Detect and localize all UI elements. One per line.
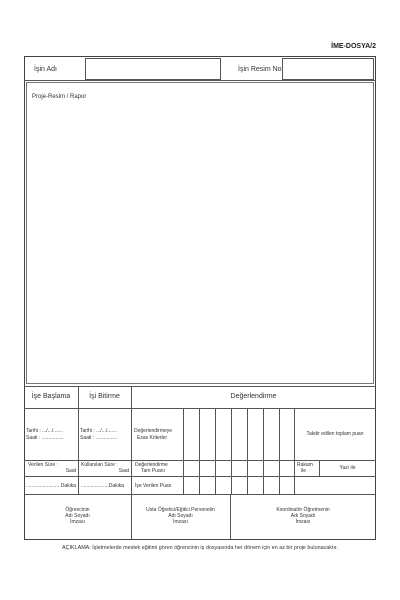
eval-grid-col-1: [199, 408, 200, 494]
eval-grid-col-3: [231, 408, 232, 494]
job-drawing-no-label: İşin Resim No: [238, 66, 282, 73]
form-code: İME-DOSYA/2: [331, 43, 376, 50]
eval-header-line: [24, 408, 376, 409]
end-date-field[interactable]: Tarihi : .../.../.......: [80, 428, 117, 434]
full-score-label-1: Değerlendirme: [135, 462, 168, 468]
eval-col-score: [294, 408, 295, 494]
eval-grid-col-2: [215, 408, 216, 494]
eval-grid-col-5: [263, 408, 264, 494]
eval-col-end: [131, 386, 132, 494]
criteria-label-2: Esas Kriterler: [137, 435, 168, 441]
start-time-field[interactable]: Saati : ................: [26, 435, 64, 441]
start-header: İşe Başlama: [31, 393, 71, 400]
eval-row2-line: [24, 476, 376, 477]
eval-grid-col-4: [247, 408, 248, 494]
score-words-label: Yazı ile: [339, 465, 356, 471]
given-time-label: Verilen Süre :: [28, 462, 59, 468]
score-digits-label-2: ile: [301, 468, 307, 474]
master-sig-title: Usta Öğretici/Eğitici Personelin: [146, 507, 215, 513]
master-sig-signature: İmzası: [173, 519, 188, 525]
eval-bottom-line: [24, 494, 376, 495]
total-score-label: Takdir edilen toplam puan: [306, 431, 364, 437]
master-sig-name: Adı Soyadı: [168, 513, 193, 519]
footer-note: AÇIKLAMA: İşletmelerde meslek eğitimi gören öğrencinin iş dosyasında her dönem için en az bir proje bulunacaktır.: [62, 545, 338, 551]
criteria-label-1: Değerlendirmeye: [134, 428, 173, 434]
eval-col-start: [78, 386, 79, 494]
coordinator-sig-name: Adı Soyadı: [290, 513, 316, 519]
coordinator-sig-signature: İmzası: [295, 519, 311, 525]
project-drawing-area[interactable]: [26, 82, 374, 384]
score-digits-label-1: Rakam: [297, 462, 313, 468]
eval-grid-col-6: [279, 408, 280, 494]
coordinator-sig-title: Koordinatör Öğretmenin: [276, 507, 330, 513]
student-sig-signature: İmzası: [70, 519, 85, 525]
used-minutes-field[interactable]: ....................Dakika: [81, 483, 125, 489]
given-minutes-field[interactable]: ........................ Dakika: [26, 483, 77, 489]
project-drawing-label: Proje-Resim / Rapor: [32, 94, 87, 100]
evaluation-header: Değerlendirme: [230, 393, 277, 400]
used-time-hours: Saat: [118, 468, 129, 474]
job-name-label: İşin Adı: [34, 66, 57, 73]
assigned-score-label: İşe Verilen Puan: [135, 483, 172, 489]
eval-col-criteria: [183, 408, 184, 494]
given-time-hours: Saat: [65, 468, 76, 474]
used-time-label: Kullanılan Süre :: [81, 462, 118, 468]
header-divider: [24, 80, 376, 81]
job-drawing-no-input[interactable]: [282, 58, 374, 80]
end-time-field[interactable]: Saati : ................: [80, 435, 118, 441]
eval-row1-line: [24, 460, 376, 461]
end-header: İşi Bitirme: [89, 393, 120, 400]
eval-top-line: [24, 386, 376, 387]
job-name-input[interactable]: [85, 58, 221, 80]
student-sig-name: Adı Soyadı: [65, 513, 90, 519]
student-sig-title: Öğrencinin: [65, 507, 90, 513]
start-date-field[interactable]: Tarihi : .../.../.......: [26, 428, 63, 434]
full-score-label-2: Tam Puanı: [141, 468, 165, 474]
